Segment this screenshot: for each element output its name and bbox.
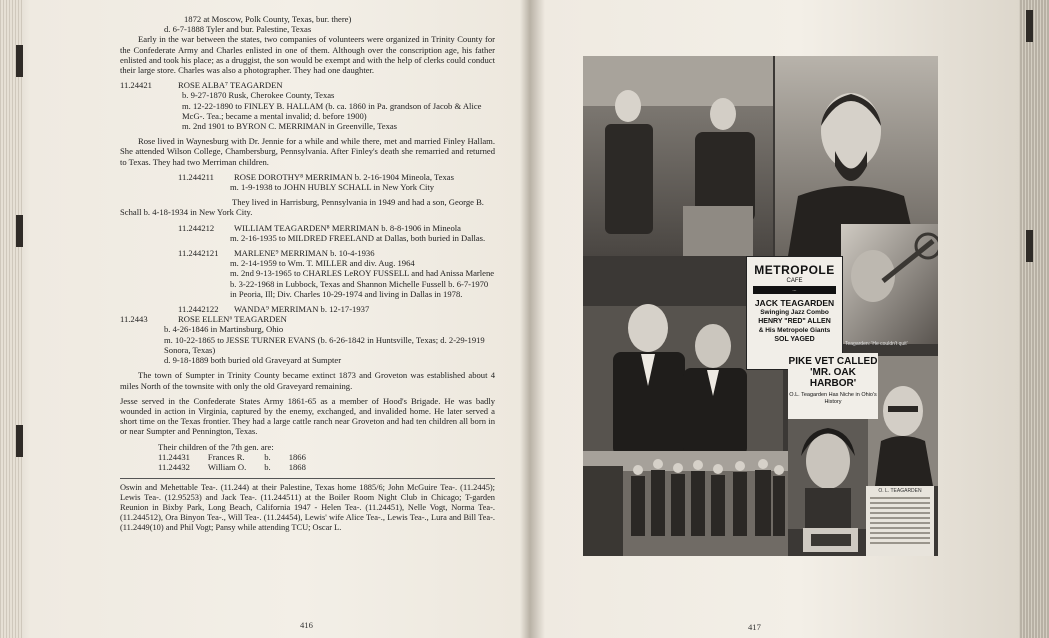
entry-rose-ellen bbox=[120, 314, 495, 324]
entry-number: 11.244211 bbox=[178, 171, 214, 182]
children-table bbox=[120, 452, 324, 472]
entry-name: ROSE DOROTHY⁸ MERRIMAN b. 2-16-1904 Mineola, Texas bbox=[234, 171, 454, 182]
table-row bbox=[158, 452, 324, 462]
index-tab bbox=[16, 215, 23, 247]
entry-name: MARLENE⁹ MERRIMAN b. 10-4-1936 bbox=[234, 248, 375, 259]
marriage-line: m. 12-22-1890 to FINLEY B. HALLAM (b. ca. 1860 in Pa. grandson of Jacob & Alice McG-. Tea.; became a mental invalid; d. before 1900) bbox=[182, 100, 482, 121]
child-born-label: b. bbox=[264, 461, 271, 472]
entry-name: ROSE ELLEN⁶ TEAGARDEN bbox=[178, 314, 287, 325]
table-row bbox=[158, 462, 324, 472]
child-number: 11.24431 bbox=[158, 451, 190, 462]
ad-coheadliner: HENRY "RED" ALLEN bbox=[758, 318, 831, 325]
paragraph: Rose lived in Waynesburg with Dr. Jennie for a while and while there, met and married Finley Hallam. She attended Wilson College, Chambersburg, Pennsylvania. After Finley's death she remarried and returned to Texas. They had two Merriman children. bbox=[120, 136, 495, 167]
entry-dorothy bbox=[120, 172, 495, 182]
page-number-right: 417 bbox=[748, 622, 761, 632]
entry-number: 11.2442121 bbox=[178, 248, 219, 259]
marriage-line: m. 10-22-1865 to JESSE TURNER EVANS (b. 6-26-1842 in Huntsville, Texas; d. 2-29-1919 Sonora, Texas) bbox=[164, 334, 485, 355]
headline-text: PIKE VET CALLED 'MR. OAK HARBOR' bbox=[788, 356, 878, 389]
entry-number: 11.24421 bbox=[120, 80, 152, 91]
marriage-line: m. 2-14-1959 to Wm. T. MILLER and div. Aug. 1964 bbox=[230, 258, 415, 269]
entry-wanda bbox=[120, 304, 495, 314]
ad-performer: SOL YAGED bbox=[774, 336, 815, 343]
children-intro: Their children of the 7th gen. are: bbox=[158, 441, 274, 452]
text-line: 1872 at Moscow, Polk County, Texas, bur. there) bbox=[184, 14, 352, 24]
paragraph: They lived in Harrisburg, Pennsylvania in 1949 and had a son, George B. Schall b. 4-18-1934 in New York City. bbox=[120, 197, 484, 218]
entry-number: 11.2443 bbox=[120, 314, 148, 325]
entry-marlene bbox=[120, 248, 495, 258]
caption-divider bbox=[120, 478, 495, 479]
newspaper-clipping bbox=[866, 486, 934, 556]
child-year: 1868 bbox=[288, 461, 306, 472]
marriage-line: m. 1-9-1938 to JOHN HUBLY SCHALL in New York City bbox=[230, 182, 435, 193]
paragraph: Early in the war between the states, two companies of volunteers were organized in Trinity County for the Confederate Army and Charles enlisted in one of them. Although over the conscription age, his father enlisted and took his place; as a druggist, the son would be exempt and with the help of clerks could conduct their large store. Charles was also a photographer. They had one daughter. bbox=[120, 34, 495, 76]
page-edges-right bbox=[1019, 0, 1049, 638]
ad-band: ... bbox=[753, 286, 836, 294]
child-name: William O. bbox=[207, 461, 247, 472]
child-born-label: b. bbox=[264, 451, 271, 462]
photo-caption: Oswin and Mehettable Tea-. (11.244) at their Palestine, Texas home 1885/6; John McGuire Tea-. (11.2445); Lewis Tea-. (12.95253) and Jack Tea-. (11.244511) at the Boiler Room Night Club in Chicago; T-garden Reunion in Bixby Park, Long Beach, California 1947 - Helen Tea-. (11.24451), Nelle Vogt, Norma Tea-. (11.244512), Ora Binyon Tea-., Will Tea-. (11.24454), Lewis' wife Alice Tea-., Lewis Tea-., Lura and Bill Tea-. (11.2449(10) and Phil Vogt; Pansy while attending TCU; Oscar L. bbox=[120, 482, 495, 532]
ad-headliner: JACK TEAGARDEN bbox=[754, 298, 835, 308]
child-name: Frances R. bbox=[207, 451, 245, 462]
entry-name: WILLIAM TEAGARDEN⁸ MERRIMAN b. 8-8-1906 in Mineola bbox=[234, 222, 461, 233]
ad-title: METROPOLE bbox=[754, 263, 835, 277]
birth-line: b. 4-26-1846 in Martinsburg, Ohio bbox=[164, 324, 284, 335]
marriage-line: m. 2nd 1901 to BYRON C. MERRIMAN in Greenville, Texas bbox=[182, 121, 398, 132]
ad-tagline: Swinging Jazz Combo bbox=[760, 309, 829, 316]
entry-name: WANDA⁹ MERRIMAN b. 12-17-1937 bbox=[234, 304, 370, 315]
page-edges-left bbox=[0, 0, 22, 638]
child-year: 1866 bbox=[288, 451, 306, 462]
index-tab bbox=[16, 45, 23, 77]
text-line: d. 6-7-1888 Tyler and bur. Palestine, Texas bbox=[164, 24, 312, 35]
entry-name: ROSE ALBA⁷ TEAGARDEN bbox=[178, 80, 283, 91]
newspaper-headline bbox=[788, 353, 878, 419]
trumpet-caption: Teagarden: 'He couldn't quit' bbox=[845, 341, 908, 347]
marriage-line: m. 2-16-1935 to MILDRED FREELAND at Dallas, both buried in Dallas. bbox=[230, 232, 486, 243]
marriage-line: m. 2nd 9-13-1965 to CHARLES LeROY FUSSELL and had Anissa Marlene b. 3-22-1968 in Lubbock, Texas and Shannon Michelle Fussell b. 6-7-1970 in Peoria, Ill; Div. Charles 10-29-1974 and living in Dallas in 1978. bbox=[230, 268, 495, 299]
paragraph: Jesse served in the Confederate States Army 1861-65 as a member of Hood's Brigade. He was badly wounded in action in Virginia, captured by the enemy, exchanged, and invalided home. He later served a short time on the Texas frontier. They had a large cattle ranch near Groveton and had ten children all born in or near Sumpter and Pennington, Texas. bbox=[120, 395, 495, 437]
ad-band-name: & His Metropole Giants bbox=[758, 327, 831, 334]
entry-william bbox=[120, 223, 495, 233]
entry-number: 11.2442122 bbox=[178, 304, 219, 315]
photo-collage bbox=[583, 56, 938, 556]
ad-subtitle: CAFE bbox=[786, 278, 803, 284]
page-number-left: 416 bbox=[300, 620, 313, 630]
entry-rose-alba bbox=[120, 80, 495, 90]
entry-number: 11.244212 bbox=[178, 222, 215, 233]
paragraph: The town of Sumpter in Trinity County became extinct 1873 and Groveton was established about 4 miles North of the townsite with only the old Graveyard remaining. bbox=[120, 370, 495, 391]
left-page bbox=[120, 14, 495, 533]
birth-line: b. 9-27-1870 Rusk, Cherokee County, Texas bbox=[182, 90, 335, 101]
child-number: 11.24432 bbox=[158, 461, 190, 472]
index-tab bbox=[1026, 230, 1033, 262]
index-tab bbox=[1026, 10, 1033, 42]
headline-subtext: O.L. Teagarden Has Niche in Ohio's History bbox=[789, 392, 877, 405]
index-tab bbox=[16, 425, 23, 457]
clipping-heading: O. L. TEAGARDEN bbox=[878, 488, 922, 494]
death-line: d. 9-18-1889 both buried old Graveyard at Sumpter bbox=[164, 355, 342, 366]
